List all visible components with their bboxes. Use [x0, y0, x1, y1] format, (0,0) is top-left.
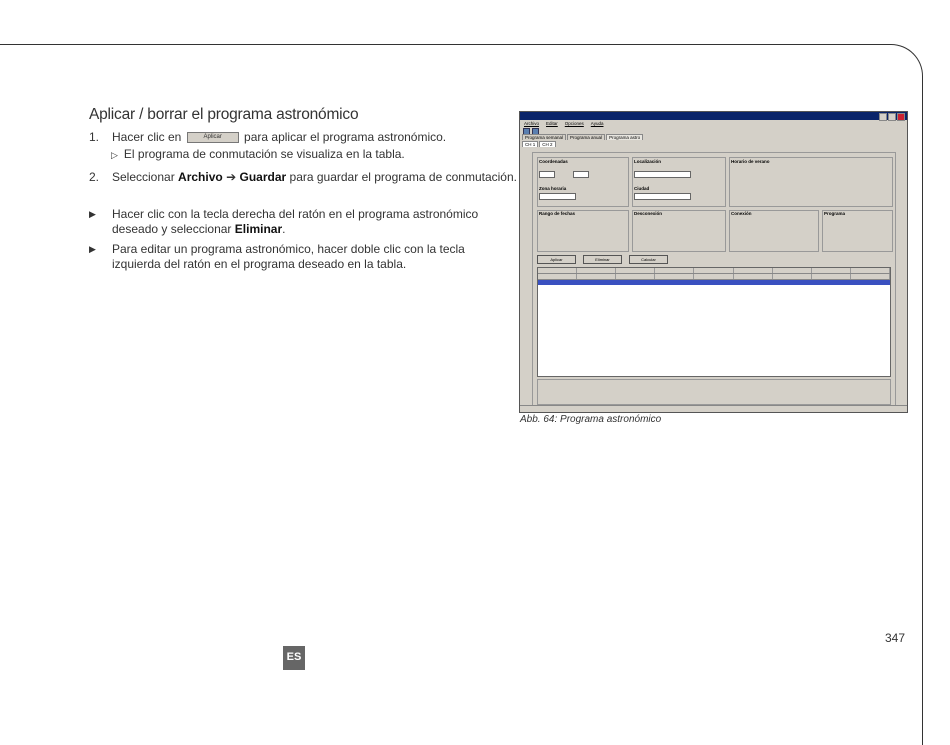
step-text: Seleccionar	[112, 170, 175, 184]
step-text: para guardar el programa de conmutación.	[289, 170, 517, 184]
city-label: Ciudad	[634, 186, 650, 191]
apply-button-image: Aplicar	[187, 132, 239, 143]
zone-field	[539, 193, 576, 200]
program-table	[537, 267, 891, 377]
switch-off-box	[632, 210, 726, 252]
step-text: Hacer clic en	[112, 130, 182, 144]
country-select	[634, 171, 691, 178]
switch-off-label: Desconexión	[634, 211, 663, 216]
close-icon	[897, 113, 905, 121]
menu-file: Archivo	[178, 170, 223, 184]
bullet-arrow-icon: ▶	[89, 244, 96, 254]
table-row-selected	[538, 280, 890, 285]
menu-ayuda: Ayuda	[590, 121, 604, 126]
minimize-icon	[879, 113, 887, 121]
summer-box	[729, 157, 893, 207]
bullet-period: .	[282, 222, 286, 236]
program-box	[822, 210, 893, 252]
tab-ch2: CH 2	[539, 141, 555, 147]
date-range-box	[537, 210, 629, 252]
menu-save: Guardar	[239, 170, 287, 184]
city-select	[634, 193, 691, 200]
program-label: Programa	[824, 211, 846, 216]
menu-editar: Editar	[546, 121, 558, 126]
result-arrow-icon: ▷	[111, 150, 118, 160]
channel-tabs	[520, 140, 907, 147]
tab-ch1: CH 1	[522, 141, 538, 147]
step-result	[111, 147, 405, 161]
switch-on-box	[729, 210, 819, 252]
bullet-text: Para editar un programa astronómico, hacer doble clic con la tecla izquierda del ratón en el programa deseado en la tabla.	[112, 242, 465, 271]
summer-label: Horario de verano	[731, 159, 770, 164]
delete-keyword: Eliminar	[234, 222, 283, 236]
longitude-field	[539, 171, 555, 178]
section-title: Aplicar / borrar el programa astronómico	[89, 106, 359, 123]
language-badge: ES	[283, 646, 305, 670]
latitude-field	[573, 171, 589, 178]
bullet-arrow-icon: ▶	[89, 209, 96, 219]
location-label: Localización	[634, 159, 662, 164]
menu-bar	[520, 120, 907, 128]
figure-caption: Abb. 64: Programa astronómico	[520, 414, 662, 425]
arrow-icon: ➔	[226, 170, 237, 184]
date-range-label: Rango de fechas	[539, 211, 576, 216]
step-number: 2.	[89, 170, 100, 184]
bullet-text: Hacer clic con la tecla derecha del ratón en el programa astronómico deseado y seleccionar	[112, 207, 479, 236]
switch-on-label: Conexión	[731, 211, 752, 216]
bullet-edit	[89, 242, 479, 272]
result-text: El programa de conmutación se visualiza en la tabla.	[123, 147, 405, 161]
maximize-icon	[888, 113, 896, 121]
delete-button: Eliminar	[583, 255, 622, 264]
calculate-button: Calcular	[629, 255, 668, 264]
tab-astro: Programa astro	[606, 134, 643, 140]
window-titlebar	[520, 112, 907, 120]
menu-archivo: Archivo	[524, 121, 540, 126]
zone-label: Zona horaria	[539, 186, 567, 191]
apply-button: Aplicar	[537, 255, 576, 264]
software-screenshot	[519, 111, 908, 413]
step-text: para aplicar el programa astronómico.	[244, 130, 447, 144]
bullet-delete	[89, 207, 479, 237]
copy-event-box	[537, 379, 891, 405]
tab-annual: Programa anual	[567, 134, 605, 140]
status-bar	[520, 405, 907, 412]
tab-weekly: Programa semanal	[522, 134, 566, 140]
page-number: 347	[885, 631, 906, 645]
astro-panel	[532, 152, 896, 409]
menu-opciones: Opciones	[564, 121, 584, 126]
step-number: 1.	[89, 130, 100, 144]
coords-label: Coordenadas	[539, 159, 568, 164]
